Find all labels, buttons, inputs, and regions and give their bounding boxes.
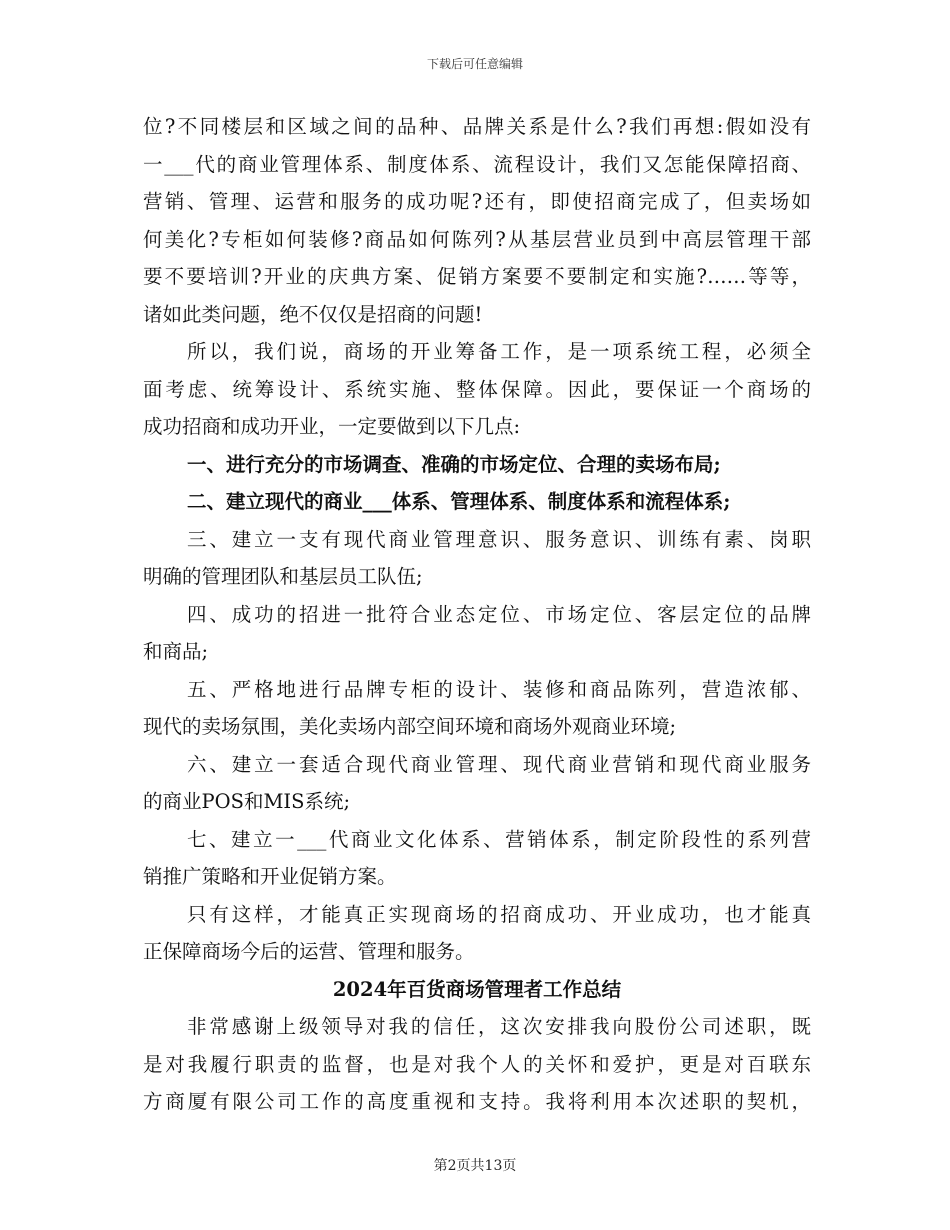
- section-title: 2024年百货商场管理者工作总结: [332, 977, 622, 1001]
- text-line: 位?不同楼层和区域之间的品种、品牌关系是什么?我们再想:假如没有: [143, 115, 811, 138]
- text-line: 正保障商场今后的运营、管理和服务。: [143, 940, 475, 963]
- text-line: 诸如此类问题，绝不仅仅是招商的问题!: [143, 302, 483, 326]
- text-line: 面考虑、统筹设计、系统实施、整体保障。因此，要保证一个商场的: [143, 377, 811, 401]
- text-line: 非常感谢上级领导对我的信任，这次安排我向股份公司述职，既: [187, 1015, 811, 1038]
- text-line: 和商品;: [143, 640, 209, 663]
- text-line: 方商厦有限公司工作的高度重视和支持。我将利用本次述职的契机，: [143, 1090, 811, 1113]
- text-line: 三、建立一支有现代商业管理意识、服务意识、训练有素、岗职: [187, 527, 811, 551]
- text-line: 营销、管理、运营和服务的成功呢?还有，即使招商完成了，但卖场如: [143, 190, 811, 213]
- document-body: [143, 108, 811, 1121]
- text-line: 是对我履行职责的监督，也是对我个人的关怀和爱护，更是对百联东: [143, 1052, 811, 1076]
- text-line: 何美化?专柜如何装修?商品如何陈列?从基层营业员到中高层管理干部: [143, 227, 811, 251]
- page-header: 下载后可任意编辑: [426, 57, 523, 71]
- text-line: 五、严格地进行品牌专柜的设计、装修和商品陈列，营造浓郁、: [187, 677, 811, 701]
- text-line: 的商业POS和MIS系统;: [143, 790, 351, 813]
- text-line: 一___代的商业管理体系、制度体系、流程设计，我们又怎能保障招商、: [143, 152, 811, 176]
- point-heading: 一、进行充分的市场调查、准确的市场定位、合理的卖场布局;: [187, 452, 721, 476]
- text-line: 六、建立一套适合现代商业管理、现代商业营销和现代商业服务: [187, 752, 811, 776]
- text-line: 四、成功的招进一批符合业态定位、市场定位、客层定位的品牌: [187, 602, 811, 626]
- text-line: 所以，我们说，商场的开业筹备工作，是一项系统工程，必须全: [187, 340, 811, 363]
- point-heading: 二、建立现代的商业___体系、管理体系、制度体系和流程体系;: [187, 490, 731, 513]
- text-line: 要不要培训?开业的庆典方案、促销方案要不要制定和实施?……等等，: [143, 265, 811, 288]
- text-line: 七、建立一___代商业文化体系、营销体系，制定阶段性的系列营: [187, 827, 811, 851]
- page-number: 第2页共13页: [433, 1158, 517, 1174]
- text-line: 成功招商和成功开业，一定要做到以下几点:: [143, 415, 521, 438]
- text-line: 明确的管理团队和基层员工队伍;: [143, 565, 423, 588]
- text-line: 现代的卖场氛围，美化卖场内部空间环境和商场外观商业环境;: [143, 715, 677, 738]
- text-line: 销推广策略和开业促销方案。: [143, 865, 397, 888]
- text-line: 只有这样，才能真正实现商场的招商成功、开业成功，也才能真: [187, 902, 811, 926]
